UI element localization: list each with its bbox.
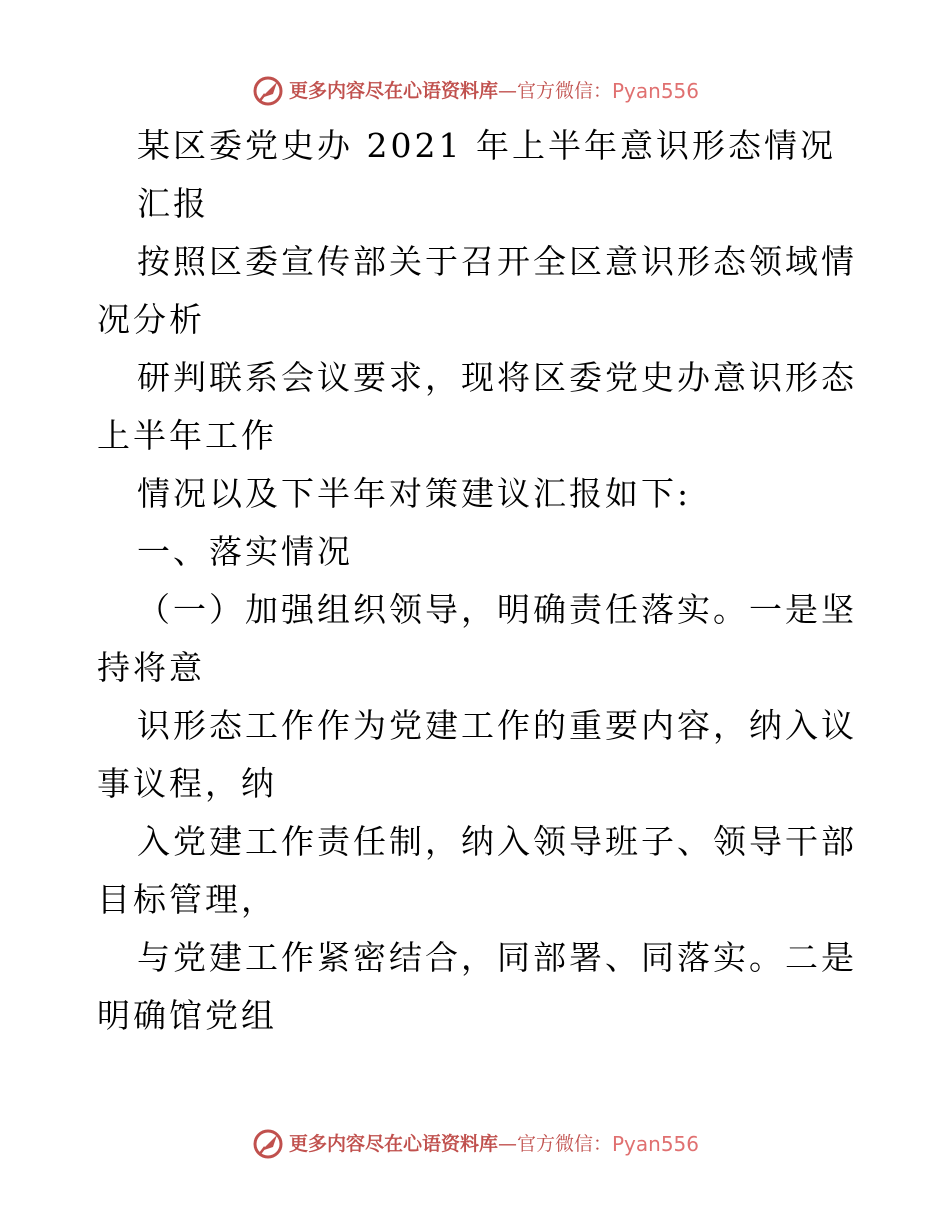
watermark-wechat-label: 官方微信： [516, 80, 612, 102]
header-watermark [0, 74, 950, 108]
quill-circle-icon [251, 1127, 285, 1161]
doc-paragraph: 识形态工作作为党建工作的重要内容，纳入议事议程，纳 [97, 706, 857, 803]
watermark-wechat-id: Pyan556 [612, 1132, 700, 1156]
footer-watermark [0, 1127, 950, 1161]
watermark-dash: — [497, 1133, 517, 1155]
document-body [97, 117, 867, 1045]
section-heading: 一、落实情况 [137, 532, 353, 571]
doc-paragraph: 入党建工作责任制，纳入领导班子、领导干部目标管理， [97, 822, 857, 919]
watermark-wechat-id: Pyan556 [612, 79, 700, 103]
watermark-wechat-label: 官方微信： [516, 1133, 612, 1155]
doc-title-line2: 汇报 [137, 184, 209, 223]
doc-title-line1: 某区委党史办 2021 年上半年意识形态情况 [137, 126, 836, 165]
watermark-text: 更多内容尽在心语资料库 [288, 1133, 498, 1155]
watermark-text: 更多内容尽在心语资料库 [288, 80, 498, 102]
watermark-dash: — [497, 80, 517, 102]
doc-paragraph: （一）加强组织领导，明确责任落实。一是坚持将意 [97, 590, 857, 687]
quill-circle-icon [251, 74, 285, 108]
doc-paragraph: 研判联系会议要求，现将区委党史办意识形态上半年工作 [97, 358, 857, 455]
doc-paragraph: 与党建工作紧密结合，同部署、同落实。二是明确馆党组 [97, 938, 857, 1035]
doc-paragraph: 按照区委宣传部关于召开全区意识形态领域情况分析 [97, 242, 857, 339]
doc-paragraph: 情况以及下半年对策建议汇报如下: [137, 474, 692, 513]
